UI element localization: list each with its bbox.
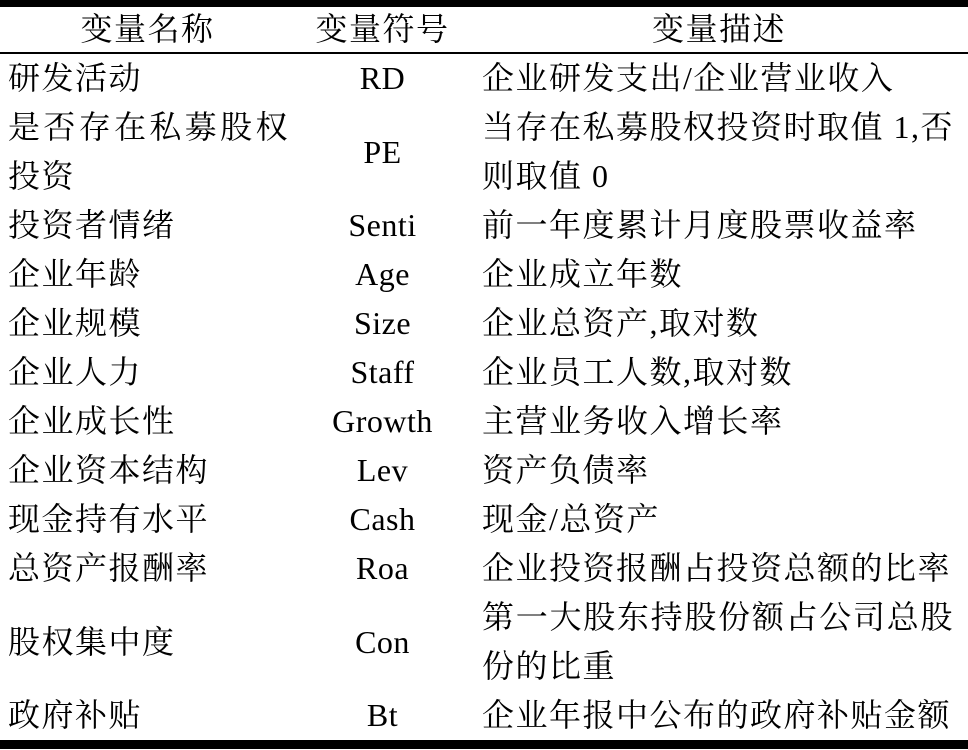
header-variable-symbol: 变量符号 (295, 4, 470, 54)
variable-name-cell: 投资者情绪 (8, 207, 176, 243)
variable-symbol-cell: Senti (348, 207, 417, 243)
variable-symbol-cell: Bt (366, 697, 399, 733)
variable-description-cell: 现金/总资产 (482, 501, 660, 537)
header-variable-name: 变量名称 (0, 4, 295, 54)
variable-description-cell: 企业员工人数,取对数 (482, 354, 794, 390)
variable-description-cell: 第一大股东持股份额占公司总股份的比重 (482, 599, 954, 684)
variable-symbol-cell: Lev (356, 452, 409, 488)
variable-symbol-cell: Cash (349, 501, 416, 537)
variable-symbol-cell: Growth (332, 403, 433, 439)
variable-description-cell: 主营业务收入增长率 (482, 403, 784, 439)
variable-symbol-cell: RD (359, 60, 406, 96)
table-row (0, 250, 968, 299)
variable-name-cell: 企业年龄 (8, 256, 143, 292)
variable-description-cell: 企业年报中公布的政府补贴金额 (482, 697, 952, 733)
table-row (0, 53, 968, 103)
table-row (0, 495, 968, 544)
variable-symbol-cell: Age (355, 256, 410, 292)
variable-name-cell: 研发活动 (8, 60, 143, 96)
variable-description-cell: 当存在私募股权投资时取值 1,否则取值 0 (482, 109, 955, 194)
variable-name-cell: 企业成长性 (8, 403, 176, 439)
variable-symbol-cell: Con (355, 623, 410, 660)
table-row (0, 691, 968, 745)
variable-description-cell: 前一年度累计月度股票收益率 (482, 207, 918, 243)
variable-symbol-cell: Size (353, 305, 412, 341)
variable-name-cell: 股权集中度 (8, 623, 176, 660)
table-row (0, 446, 968, 495)
variable-name-cell: 企业资本结构 (8, 452, 210, 488)
variable-symbol-cell: Roa (355, 550, 410, 586)
table-row (0, 593, 968, 691)
table-row (0, 103, 968, 201)
variable-description-cell: 资产负债率 (482, 452, 650, 488)
table-row (0, 544, 968, 593)
table-row (0, 348, 968, 397)
variable-name-cell: 政府补贴 (8, 697, 143, 733)
variable-symbol-cell: PE (363, 133, 402, 170)
variable-name-cell: 总资产报酬率 (8, 550, 210, 586)
variable-description-cell: 企业研发支出/企业营业收入 (482, 60, 895, 96)
variable-symbol-cell: Staff (350, 354, 415, 390)
variable-name-cell: 企业规模 (8, 305, 143, 341)
variable-description-cell: 企业投资报酬占投资总额的比率 (482, 550, 952, 586)
header-variable-description: 变量描述 (470, 4, 968, 54)
table-header-row (0, 4, 968, 54)
table-row (0, 397, 968, 446)
table-row (0, 201, 968, 250)
variable-name-cell: 现金持有水平 (8, 501, 210, 537)
variable-name-cell: 是否存在私募股权投资 (8, 109, 289, 194)
variable-description-cell: 企业总资产,取对数 (482, 305, 760, 341)
table-row (0, 299, 968, 348)
variable-description-cell: 企业成立年数 (482, 256, 684, 292)
variable-name-cell: 企业人力 (8, 354, 143, 390)
